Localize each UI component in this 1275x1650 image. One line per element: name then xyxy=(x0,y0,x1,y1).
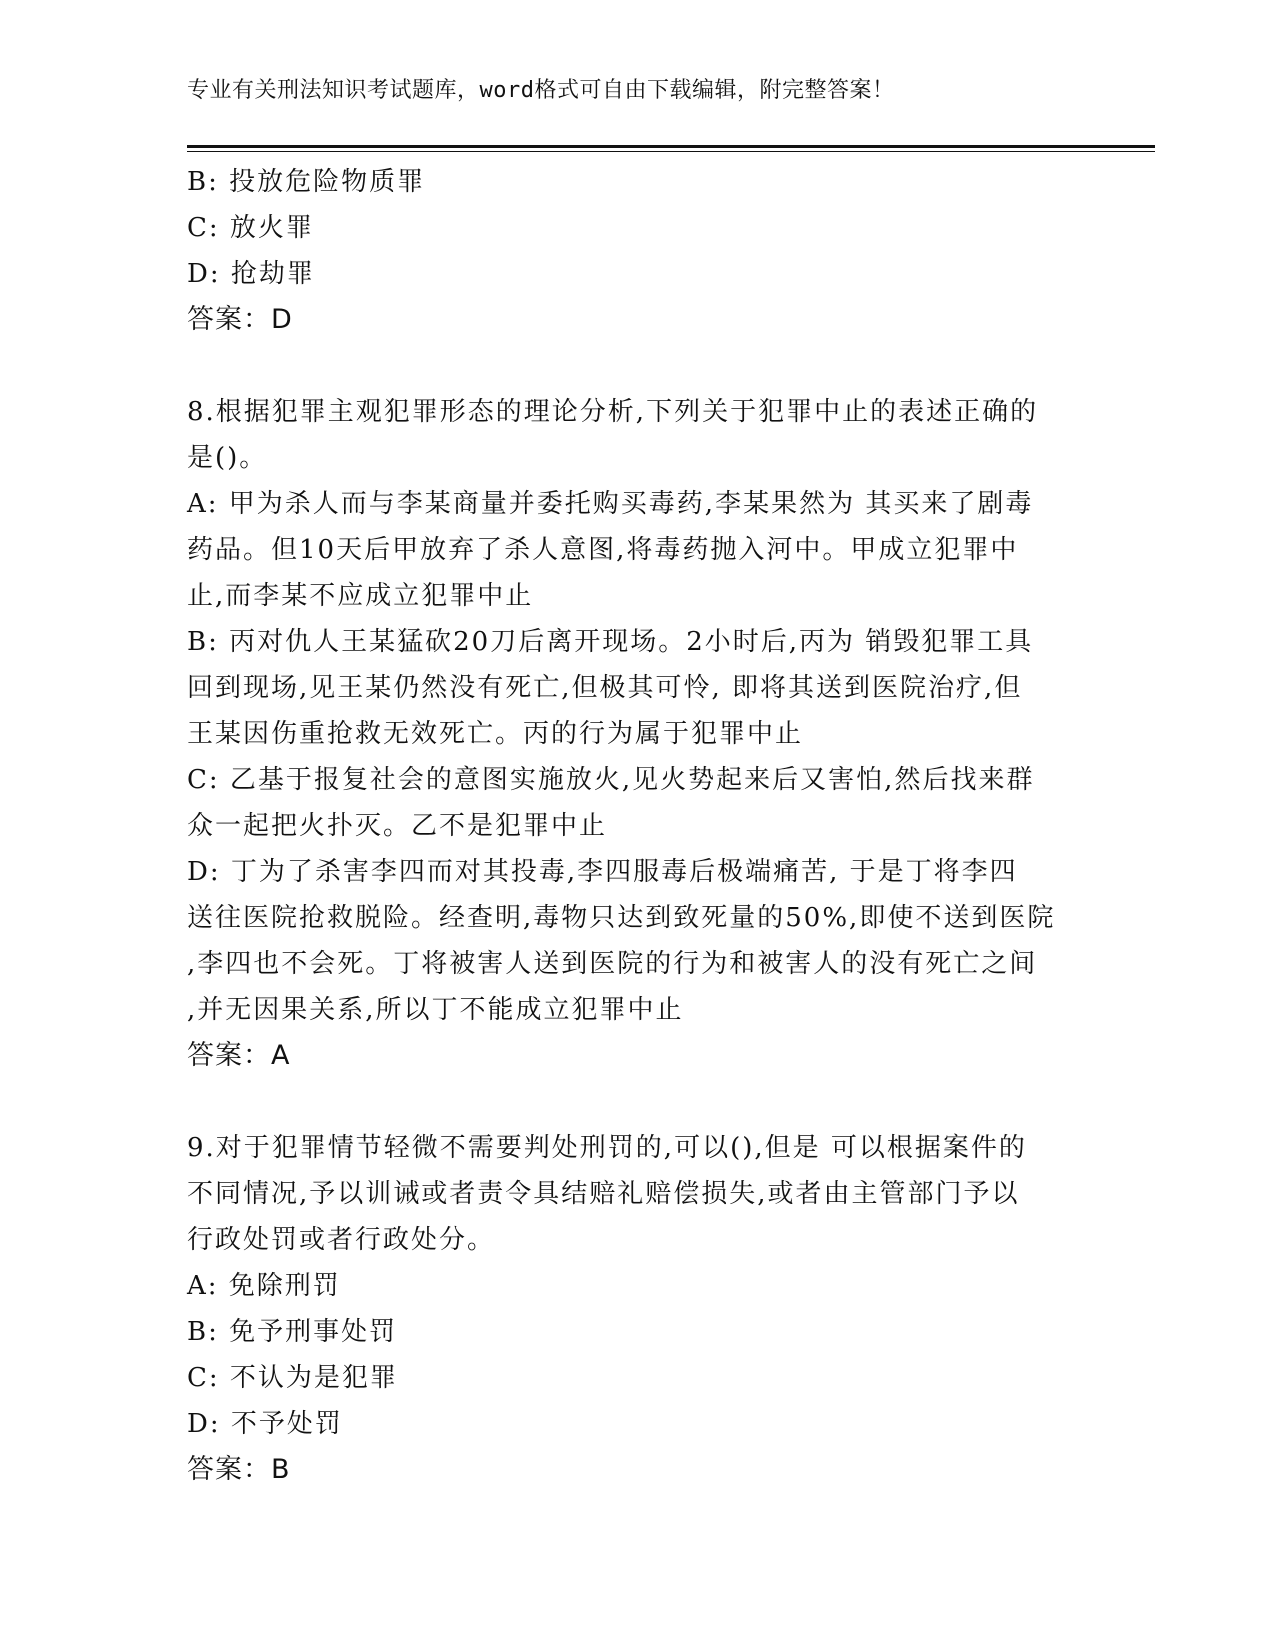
question-8-option-d: ,并无因果关系,所以丁不能成立犯罪中止 xyxy=(187,995,684,1025)
option-b: B: 投放危险物质罪 xyxy=(187,167,426,197)
question-8-option-a: 药品。但10天后甲放弃了杀人意图,将毒药抛入河中。甲成立犯罪中 xyxy=(187,535,1019,565)
question-8-option-a: 止,而李某不应成立犯罪中止 xyxy=(187,581,534,611)
question-8-option-c: C: 乙基于报复社会的意图实施放火,见火势起来后又害怕,然后找来群 xyxy=(187,765,1035,795)
option-c: C: 放火罪 xyxy=(187,213,314,243)
question-9-option-b: B: 免予刑事处罚 xyxy=(187,1317,398,1347)
question-9-stem-line: 行政处罚或者行政处分。 xyxy=(187,1225,496,1255)
question-8-stem-line: 8.根据犯罪主观犯罪形态的理论分析,下列关于犯罪中止的表述正确的 xyxy=(187,397,1039,427)
question-8-stem-line: 是()。 xyxy=(187,443,268,473)
question-8-option-b: 王某因伤重抢救无效死亡。丙的行为属于犯罪中止 xyxy=(187,719,804,749)
header-rule-thin xyxy=(187,151,1155,152)
document-body xyxy=(187,159,1087,1493)
answer: 答案：D xyxy=(187,304,293,335)
question-8-option-d: ,李四也不会死。丁将被害人送到医院的行为和被害人的没有死亡之间 xyxy=(187,949,1038,979)
question-8-option-a: A: 甲为杀人而与李某商量并委托购买毒药,李某果然为 其买来了剧毒 xyxy=(187,489,1034,519)
question-8-option-b: 回到现场,见王某仍然没有死亡,但极其可怜, 即将其送到医院治疗,但 xyxy=(187,673,1023,703)
question-9-option-c: C: 不认为是犯罪 xyxy=(187,1363,398,1393)
question-8-option-c: 众一起把火扑灭。乙不是犯罪中止 xyxy=(187,811,608,841)
question-8-answer: 答案：A xyxy=(187,1040,291,1071)
question-9-stem-line: 不同情况,予以训诫或者责令具结赔礼赔偿损失,或者由主管部门予以 xyxy=(187,1179,1020,1209)
question-9-answer: 答案：B xyxy=(187,1454,291,1485)
page-header: 专业有关刑法知识考试题库，word格式可自由下载编辑，附完整答案！ xyxy=(187,78,895,103)
header-rule-thick xyxy=(187,145,1155,148)
question-9-option-d: D: 不予处罚 xyxy=(187,1409,343,1439)
question-9-stem-line: 9.对于犯罪情节轻微不需要判处刑罚的,可以(),但是 可以根据案件的 xyxy=(187,1133,1027,1163)
question-9-option-a: A: 免除刑罚 xyxy=(187,1271,341,1301)
question-8-option-d: D: 丁为了杀害李四而对其投毒,李四服毒后极端痛苦, 于是丁将李四 xyxy=(187,857,1018,887)
option-d: D: 抢劫罪 xyxy=(187,259,315,289)
question-8-option-b: B: 丙对仇人王某猛砍20刀后离开现场。2小时后,丙为 销毁犯罪工具 xyxy=(187,627,1034,657)
question-8-option-d: 送往医院抢救脱险。经查明,毒物只达到致死量的50%,即使不送到医院 xyxy=(187,903,1056,933)
